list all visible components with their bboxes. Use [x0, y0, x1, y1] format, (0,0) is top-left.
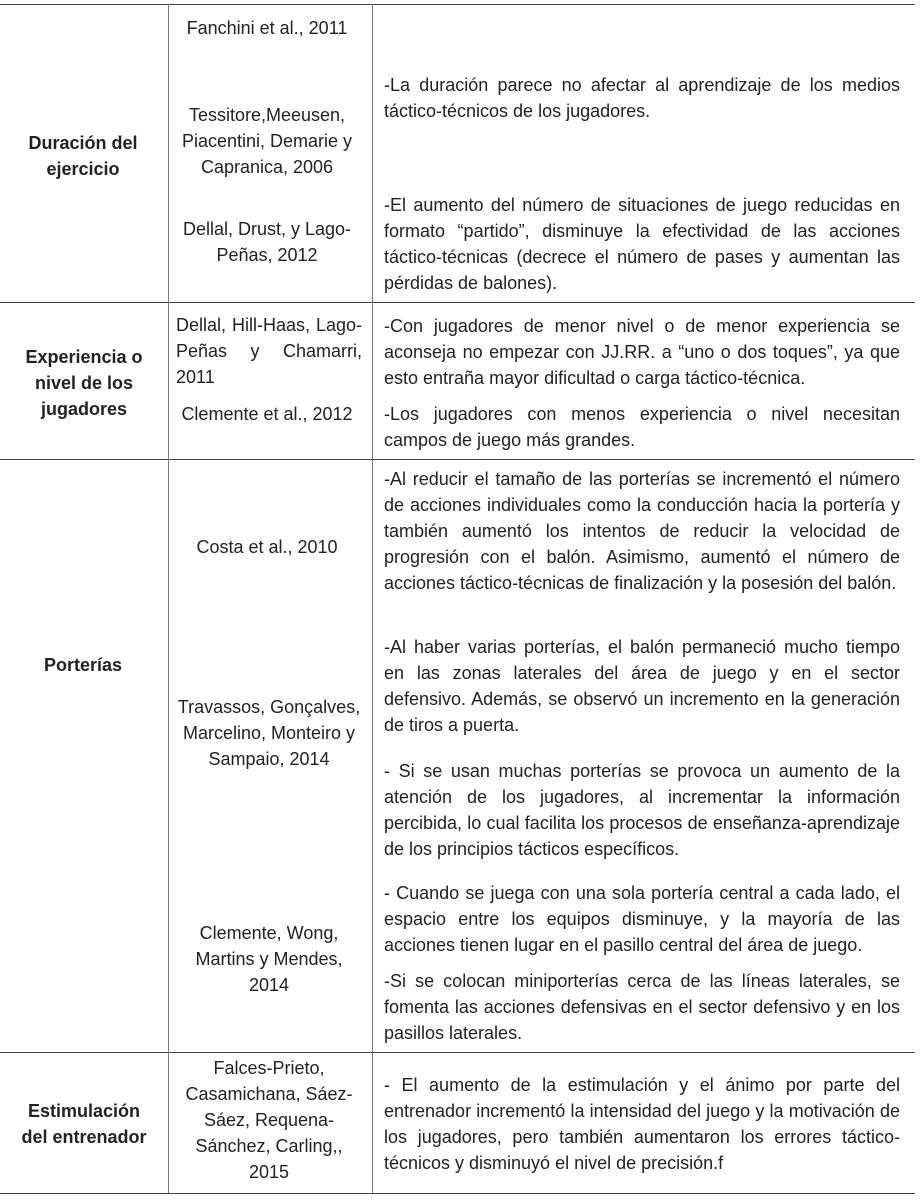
section-divider [0, 459, 915, 460]
finding-text: -La duración parece no afectar al aprendizaje de los medios táctico-técnicos de los jugadores. [384, 75, 900, 121]
bottom-rule [0, 1193, 915, 1194]
factor-porterias: Porterías [43, 655, 123, 675]
top-rule [0, 4, 915, 5]
study-citation: Tessitore,Meeusen, Piacentini, Demarie y Capranica, 2006 [181, 105, 353, 177]
study-citation: Clemente et al., 2012 [181, 404, 353, 424]
study-citation: Costa et al., 2010 [196, 537, 338, 557]
finding-text: -Al reducir el tamaño de las porterías se incrementó el número de acciones individuales como la conducción hacia la portería y también aumentó los intentos de reducir la velocidad de progresión con el balón. Asimismo, aumentó el número de acciones táctico-técnicas de finalización y la posesión del balón. [384, 469, 900, 593]
finding-text: -Los jugadores con menos experiencia o nivel necesitan campos de juego más grandes. [384, 404, 900, 450]
finding-text: -Al haber varias porterías, el balón permaneció mucho tiempo en las zonas laterales del área de juego y en el sector defensivo. Además, se observó un incremento en la generación de tiros a puerta. [384, 637, 900, 735]
column-divider [372, 4, 373, 1193]
finding-text: - Cuando se juega con una sola portería central a cada lado, el espacio entre los equipos disminuye, y la mayoría de las acciones tienen lugar en el pasillo central del área de juego. [384, 883, 900, 955]
study-citation: Clemente, Wong, Martins y Mendes, 2014 [195, 923, 343, 995]
finding-text: -Con jugadores de menor nivel o de menor experiencia se aconseja no empezar con JJ.RR. a “uno o dos toques”, ya que esto entraña mayor dificultad o carga táctico-técnica. [384, 316, 900, 388]
factor-experiencia: Experiencia o nivel de los jugadores [25, 347, 143, 419]
study-citation: Travassos, Gonçalves, Marcelino, Monteiro y Sampaio, 2014 [177, 697, 361, 769]
section-divider [0, 302, 915, 303]
column-divider [168, 4, 169, 1193]
finding-text: - Si se usan muchas porterías se provoca un aumento de la atención de los jugadores, al incrementar la información percibida, lo cual facilita los procesos de enseñanza-aprendizaje de los principios tácticos específicos. [384, 761, 900, 859]
finding-text: - El aumento de la estimulación y el ánimo por parte del entrenador incrementó la intensidad del juego y la motivación de los jugadores, pero también aumentaron los errores táctico-técnicos y disminuyó el nivel de precisión.f [384, 1075, 900, 1173]
finding-text: -Si se colocan miniporterías cerca de las líneas laterales, se fomenta las acciones defensivas en el sector defensivo y en los pasillos laterales. [384, 971, 900, 1043]
factor-estimulacion: Estimulación del entrenador [21, 1101, 147, 1147]
section-divider [0, 1052, 915, 1053]
factor-duracion: Duración del ejercicio [28, 133, 138, 179]
study-citation: Falces-Prieto, Casamichana, Sáez-Sáez, Requena-Sánchez, Carling,, 2015 [185, 1058, 353, 1182]
finding-text: -El aumento del número de situaciones de juego reducidas en formato “partido”, disminuye la efectividad de las acciones táctico-técnicas (decrece el número de pases y aumentan las pérdidas de balones). [384, 195, 900, 293]
study-citation: Dellal, Drust, y Lago-Peñas, 2012 [182, 219, 352, 265]
study-citation: Dellal, Hill-Haas, Lago-Peñas y Chamarri, 2011 [176, 315, 362, 387]
study-citation: Fanchini et al., 2011 [186, 18, 348, 38]
